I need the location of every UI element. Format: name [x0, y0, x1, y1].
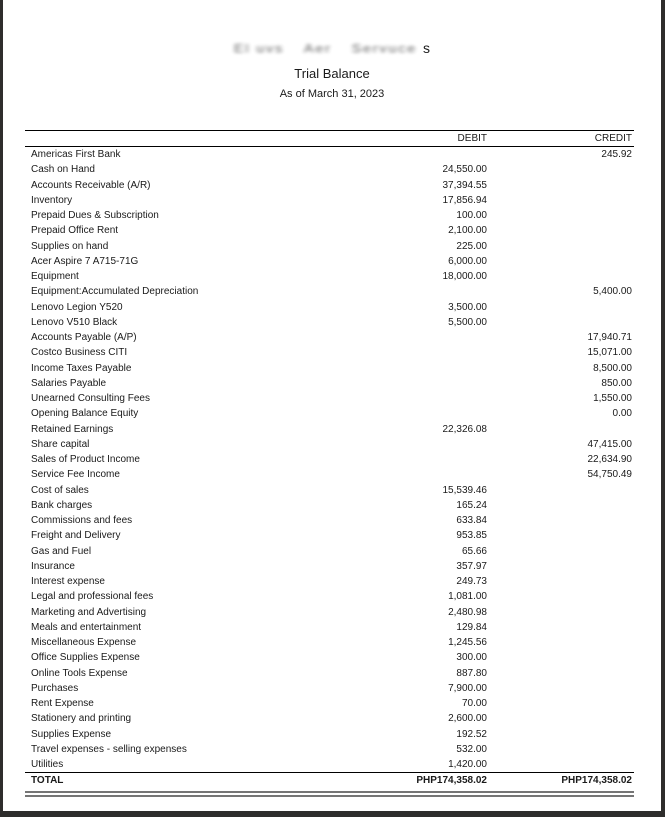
table-row: [25, 345, 634, 360]
credit-amount: [487, 681, 634, 696]
credit-amount: 22,634.90: [587, 454, 632, 465]
debit-amount: [327, 361, 487, 376]
account-name: Travel expenses - selling expenses: [31, 743, 187, 755]
debit-amount: 192.52: [456, 728, 487, 740]
account-name: Freight and Delivery: [31, 530, 121, 542]
debit-amount: 100.00: [456, 210, 487, 221]
table-row: [25, 666, 634, 681]
credit-amount: 0.00: [612, 408, 632, 420]
table-row: [25, 300, 634, 315]
account-name: Miscellaneous Expense: [31, 637, 137, 648]
table-row: [25, 269, 634, 284]
table-row: [25, 483, 634, 498]
debit-amount: [327, 391, 487, 406]
account-name: Costco Business CITI: [31, 347, 128, 359]
total-credit-amount: PHP174,358.02: [487, 773, 634, 789]
table-row: [25, 361, 634, 376]
table-row: [25, 574, 634, 589]
credit-amount: [487, 528, 634, 543]
account-name: Prepaid Office Rent: [31, 225, 119, 237]
account-name: Supplies on hand: [31, 240, 109, 252]
credit-amount: [487, 178, 634, 193]
debit-amount: 2,100.00: [448, 225, 487, 237]
account-name: Insurance: [31, 560, 75, 572]
company-name-smudge: Aer: [304, 41, 332, 55]
account-name: Office Supplies Expense: [31, 652, 140, 664]
table-row: [25, 437, 634, 452]
table-row: [25, 467, 634, 482]
credit-amount: [487, 589, 634, 604]
table-row: [25, 147, 634, 163]
debit-amount: 17,856.94: [442, 194, 487, 206]
credit-amount: [487, 254, 634, 269]
account-name: Accounts Receivable (A/R): [31, 179, 151, 191]
credit-amount: 17,940.71: [587, 332, 632, 343]
table-row: [25, 681, 634, 696]
debit-amount: 1,245.56: [448, 637, 487, 648]
credit-amount: [487, 498, 634, 513]
account-name: Equipment:Accumulated Depreciation: [31, 286, 199, 298]
table-row: [25, 498, 634, 513]
header-account-column: [25, 131, 327, 147]
table-row: [25, 178, 634, 193]
debit-amount: [327, 147, 487, 163]
debit-amount: 953.85: [456, 530, 487, 542]
account-name: Supplies Expense: [31, 728, 112, 740]
credit-amount: 54,750.49: [587, 469, 632, 481]
header-credit-column: CREDIT: [487, 131, 634, 147]
credit-amount: [487, 559, 634, 574]
credit-amount: [487, 666, 634, 681]
account-name: Purchases: [31, 682, 79, 694]
account-name: Inventory: [31, 194, 73, 206]
credit-amount: [487, 727, 634, 742]
account-name: Commissions and fees: [31, 515, 133, 526]
debit-amount: [327, 376, 487, 391]
debit-amount: 532.00: [456, 743, 487, 755]
account-name: Lenovo V510 Black: [31, 316, 118, 328]
account-name: Lenovo Legion Y520: [31, 301, 123, 313]
table-row: [25, 650, 634, 665]
table-row: [25, 162, 634, 177]
account-name: Interest expense: [31, 576, 105, 587]
table-row: [25, 696, 634, 711]
credit-amount: 850.00: [601, 377, 632, 389]
account-name: Meals and entertainment: [31, 621, 142, 633]
credit-amount: [487, 696, 634, 711]
credit-amount: [487, 483, 634, 498]
table-row: [25, 544, 634, 559]
table-row: [25, 513, 634, 528]
table-row: [25, 559, 634, 574]
debit-amount: 15,539.46: [442, 484, 487, 496]
header-debit-column: DEBIT: [327, 131, 487, 147]
credit-amount: [487, 757, 634, 773]
account-name: Income Taxes Payable: [31, 362, 132, 374]
account-name: Stationery and printing: [31, 713, 132, 725]
credit-amount: [487, 711, 634, 726]
debit-amount: 65.66: [461, 545, 487, 557]
debit-amount: 6,000.00: [448, 255, 487, 267]
table-row: [25, 239, 634, 254]
report-page: [3, 0, 661, 811]
debit-amount: 2,600.00: [448, 713, 487, 725]
credit-amount: 1,550.00: [593, 393, 632, 404]
account-name: Unearned Consulting Fees: [31, 393, 150, 404]
debit-amount: 300.00: [456, 652, 487, 664]
account-name: Share capital: [31, 438, 90, 450]
credit-amount: [487, 300, 634, 315]
debit-amount: 3,500.00: [448, 301, 487, 313]
total-double-underline: [25, 791, 634, 797]
credit-amount: [487, 574, 634, 589]
report-title: Trial Balance: [294, 66, 370, 81]
table-row: [25, 635, 634, 650]
debit-amount: 357.97: [456, 560, 487, 572]
account-name: Legal and professional fees: [31, 591, 154, 603]
table-row: [25, 620, 634, 635]
account-name: Marketing and Advertising: [31, 606, 147, 618]
table-row: [25, 406, 634, 421]
debit-amount: 225.00: [456, 240, 487, 252]
credit-amount: [487, 223, 634, 238]
credit-amount: [487, 239, 634, 254]
debit-amount: [327, 284, 487, 299]
table-row: [25, 589, 634, 604]
account-name: Salaries Payable: [31, 377, 107, 389]
credit-amount: 15,071.00: [587, 347, 632, 359]
debit-amount: [327, 467, 487, 482]
table-row: [25, 330, 634, 345]
account-name: Cash on Hand: [31, 164, 95, 176]
account-name: Sales of Product Income: [31, 454, 140, 465]
trial-balance-table: [25, 130, 634, 788]
account-name: Equipment: [31, 271, 79, 282]
report-header: [3, 40, 661, 101]
debit-amount: 22,326.08: [442, 423, 487, 435]
account-name: Prepaid Dues & Subscription: [31, 210, 159, 221]
credit-amount: [487, 605, 634, 620]
debit-amount: 5,500.00: [448, 316, 487, 328]
debit-amount: [327, 452, 487, 467]
credit-amount: [487, 422, 634, 437]
debit-amount: 887.80: [456, 667, 487, 679]
company-name-smudge: El uvs: [234, 41, 285, 55]
table-row: [25, 193, 634, 208]
report-subtitle: As of March 31, 2023: [279, 88, 385, 100]
account-name: Service Fee Income: [31, 469, 120, 481]
account-name: Opening Balance Equity: [31, 408, 139, 420]
table-footer: [25, 773, 634, 789]
credit-amount: [487, 620, 634, 635]
debit-amount: 70.00: [461, 698, 487, 709]
total-debit-amount: PHP174,358.02: [327, 773, 487, 789]
account-name: Rent Expense: [31, 698, 94, 709]
credit-amount: [487, 193, 634, 208]
debit-amount: 18,000.00: [442, 271, 487, 282]
account-name: Cost of sales: [31, 484, 89, 496]
debit-amount: 37,394.55: [442, 179, 487, 191]
account-name: Utilities: [31, 759, 64, 770]
debit-amount: [327, 330, 487, 345]
credit-amount: [487, 544, 634, 559]
table-row: [25, 208, 634, 223]
credit-amount: 8,500.00: [593, 362, 632, 374]
credit-amount: [487, 650, 634, 665]
table-row: [25, 727, 634, 742]
credit-amount: 5,400.00: [593, 286, 632, 298]
credit-amount: [487, 742, 634, 757]
header-row: [25, 131, 634, 147]
table-row: [25, 376, 634, 391]
debit-amount: 633.84: [456, 515, 487, 526]
table-row: [25, 315, 634, 330]
table-row: [25, 223, 634, 238]
credit-amount: [487, 269, 634, 284]
table-row: [25, 605, 634, 620]
company-name-smudge: Servuce: [351, 41, 418, 55]
total-row: [25, 773, 634, 789]
account-name: Bank charges: [31, 499, 93, 511]
table-row: [25, 742, 634, 757]
credit-amount: [487, 513, 634, 528]
table-row: [25, 284, 634, 299]
table-row: [25, 757, 634, 773]
debit-amount: 249.73: [456, 576, 487, 587]
debit-amount: 2,480.98: [448, 606, 487, 618]
debit-amount: 7,900.00: [448, 682, 487, 694]
table-row: [25, 391, 634, 406]
table-row: [25, 452, 634, 467]
table-header: [25, 131, 634, 147]
debit-amount: 1,420.00: [448, 759, 487, 770]
account-name: Gas and Fuel: [31, 545, 92, 557]
credit-amount: [487, 315, 634, 330]
credit-amount: 47,415.00: [587, 438, 632, 450]
credit-amount: [487, 208, 634, 223]
debit-amount: [327, 406, 487, 421]
table-row: [25, 528, 634, 543]
debit-amount: [327, 345, 487, 360]
debit-amount: 165.24: [456, 499, 487, 511]
company-name-visible-suffix: s: [422, 40, 430, 56]
account-name: Online Tools Expense: [31, 667, 128, 679]
table-row: [25, 422, 634, 437]
credit-amount: [487, 635, 634, 650]
credit-amount: [487, 162, 634, 177]
account-name: Retained Earnings: [31, 423, 114, 435]
account-name: Accounts Payable (A/P): [31, 332, 137, 343]
table-row: [25, 254, 634, 269]
debit-amount: 24,550.00: [442, 164, 487, 176]
table-body: [25, 147, 634, 773]
credit-amount: 245.92: [601, 149, 632, 160]
debit-amount: [327, 437, 487, 452]
account-name: Americas First Bank: [31, 149, 121, 160]
debit-amount: 129.84: [456, 621, 487, 633]
table-row: [25, 711, 634, 726]
account-name: Acer Aspire 7 A715-71G: [31, 255, 139, 267]
debit-amount: 1,081.00: [448, 591, 487, 603]
company-name-redacted: [3, 40, 661, 56]
total-label: TOTAL: [25, 773, 327, 789]
